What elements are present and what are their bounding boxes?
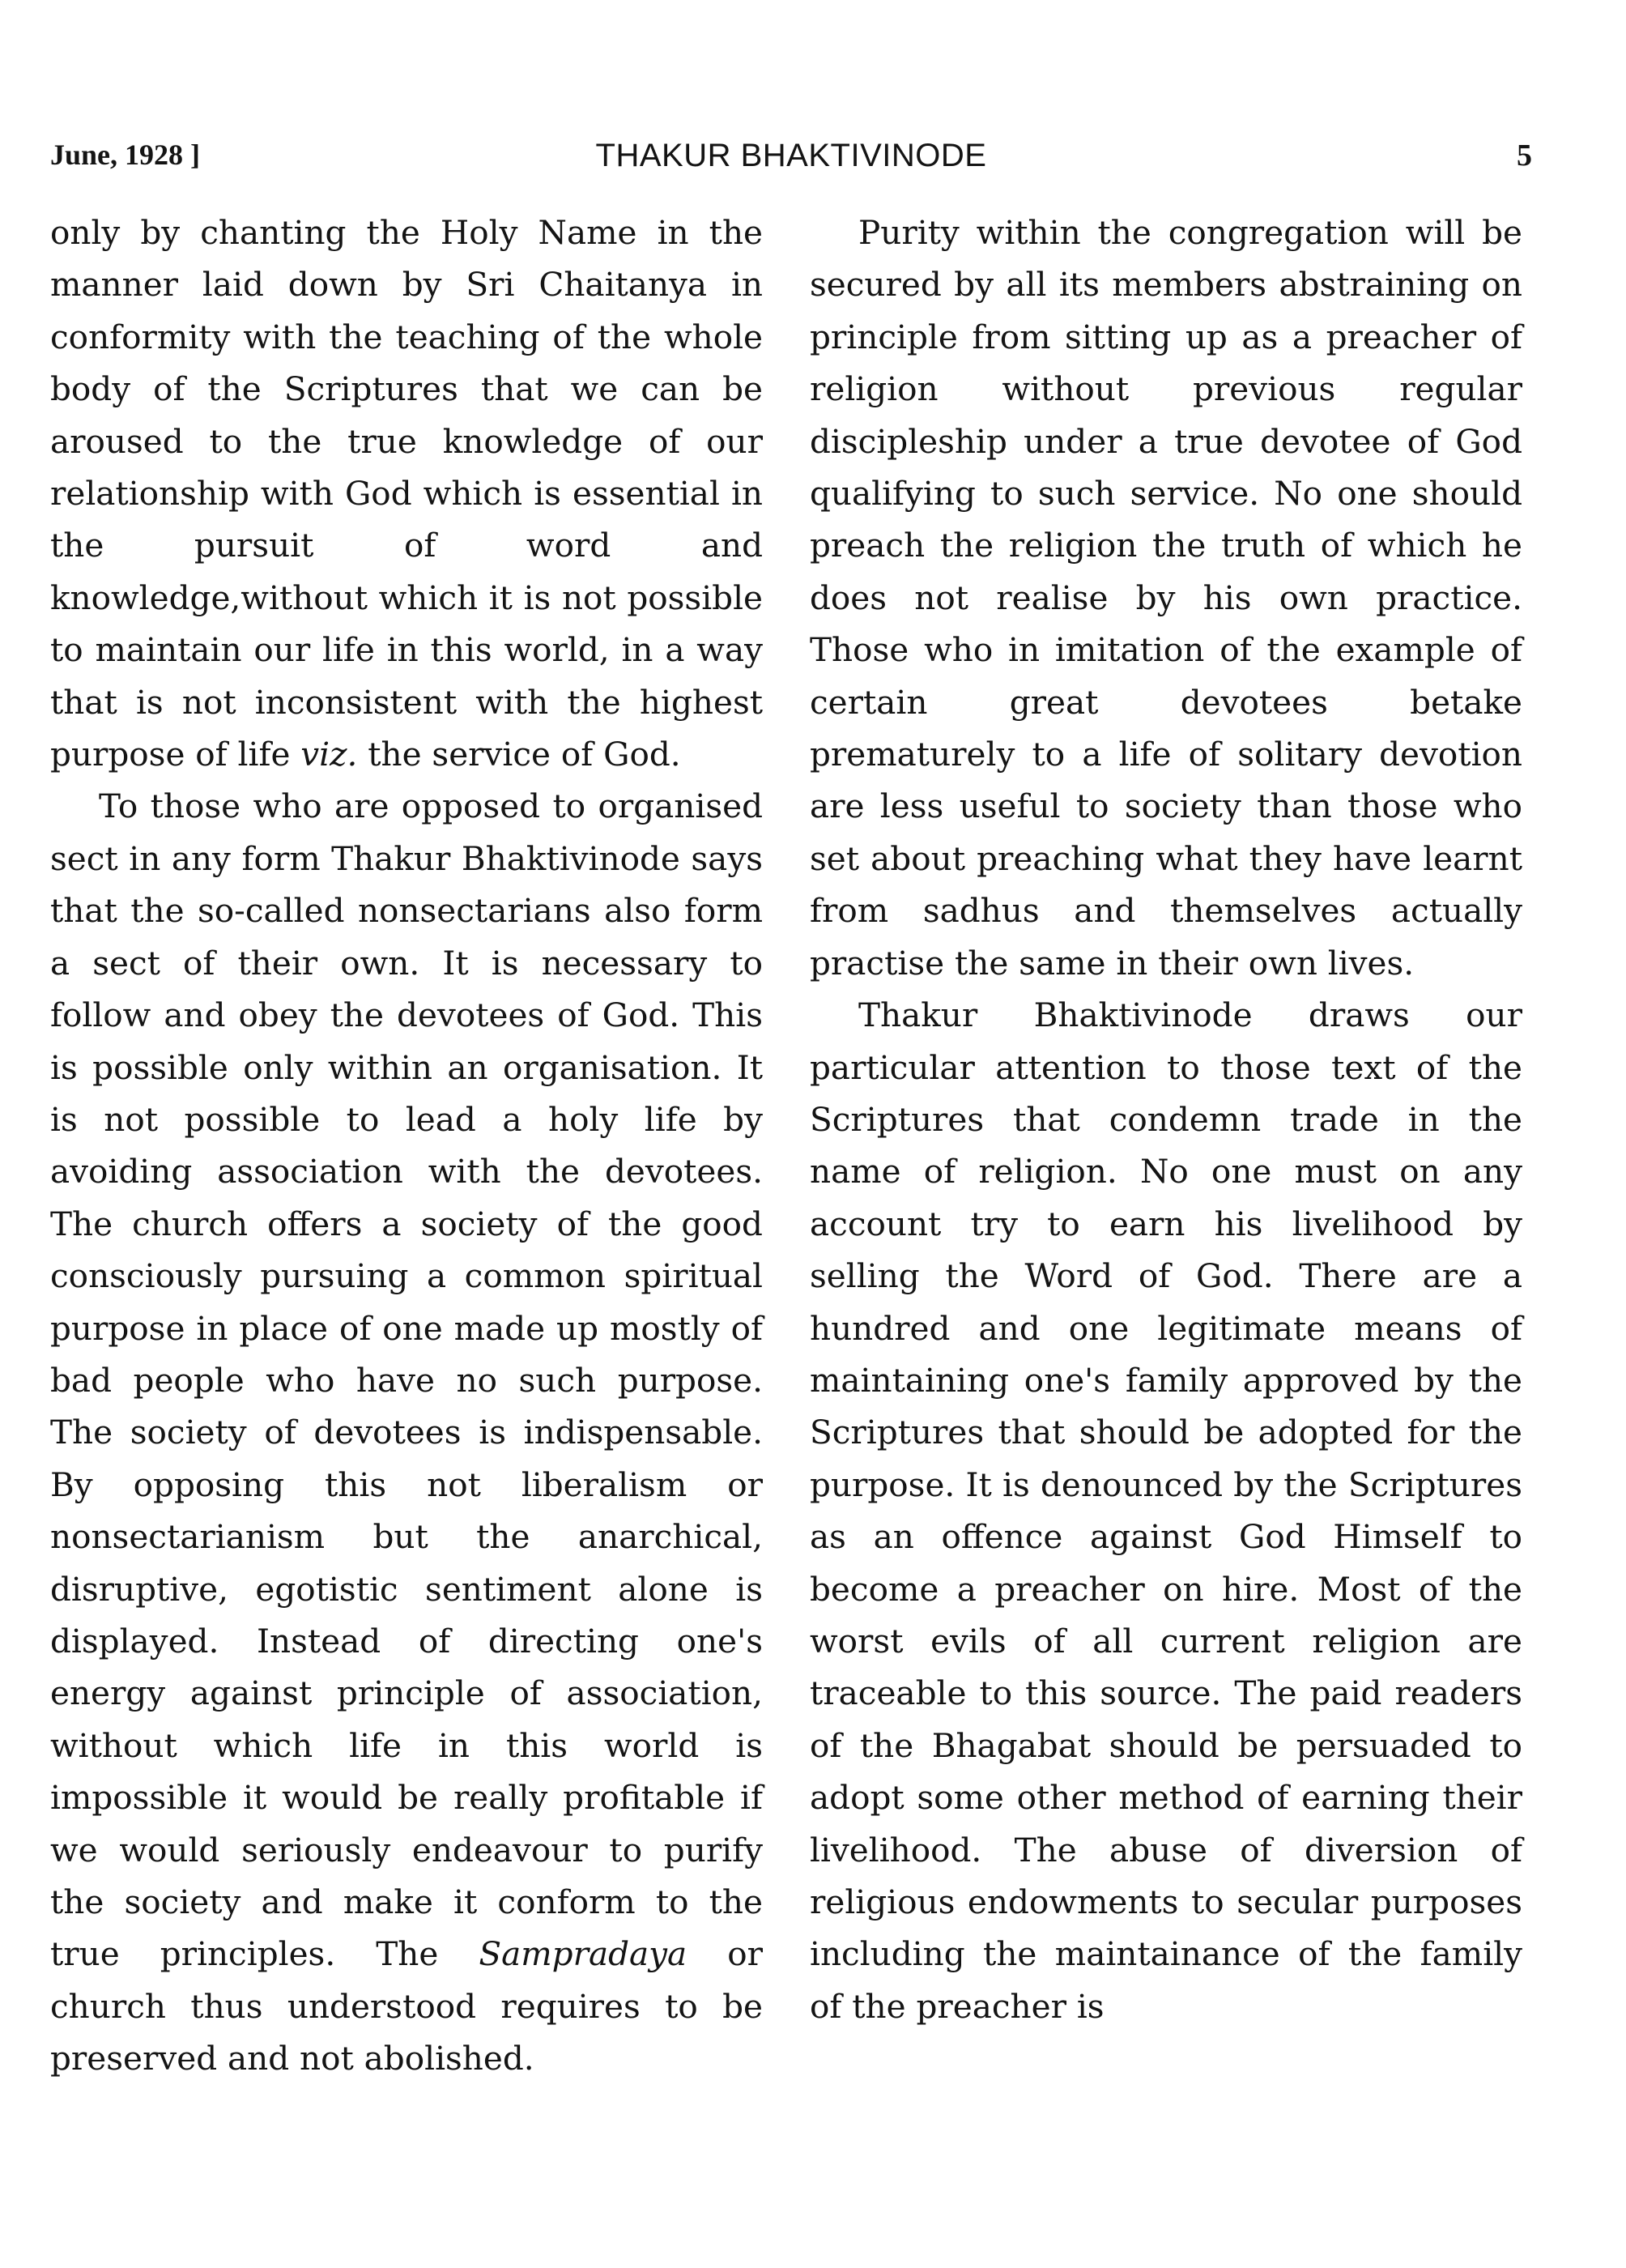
paragraph-text: only by chanting the Holy Name in the manner laid down by Sri Chaitanya in conformity with the teaching of the whole body of the Scriptures that we can be aroused to the true knowledge of our relationship with God which is essential in the pursuit of word and knowledge,without which it is not possible to maintain our life in this world, in a way that is not inconsistent with the highest purpose of life: [50, 213, 763, 774]
running-title: THAKUR BHAKTIVINODE: [595, 138, 987, 173]
italic-term: viz.: [300, 735, 358, 774]
paragraph-text: or church thus understood requires to be preserved and not abolished.: [50, 1934, 764, 2078]
paragraph: Purity within the congregation will be secured by all its members abstraining on principle from sitting up as a preacher of religion without previous regular discipleship under a true devotee of God qualifying to such service. No one should preach the religion the truth of which he does not realise by his own practice. Those who in imitation of the example of certain great devotees betake prematurely to a life of solitary devotion are less useful to society than those who set about preaching what they have learnt from sadhus and themselves actually practise the same in their own lives.: [810, 213, 1522, 983]
issue-date: June, 1928 ]: [50, 139, 201, 171]
left-column: [50, 207, 763, 2085]
right-column: [810, 207, 1522, 2032]
paragraph-text: To those who are opposed to organised sect in any form Thakur Bhaktivinode says that the so-called nonsectarians also form a sect of their own. It is necessary to follow and obey the devotees of God. This is possible only within an organisation. It is not possible to lead a holy life by avoiding association with the devotees. The church offers a society of the good consciously pursuing a common spiritual purpose in place of one made up mostly of bad people who have no such purpose. The society of devotees is indispensable. By opposing this not liberalism or nonsectarianism but the anarchical, disruptive, egotistic sentiment alone is displayed. Instead of directing one's energy against principle of association, without which life in this world is impossible it would be really profitable if we would seriously endeavour to purify the society and make it conform to the true principles. The: [50, 787, 763, 1974]
page-number: 5: [1517, 139, 1532, 173]
paragraph: Thakur Bhaktivinode draws our particular attention to those text of the Scriptures that condemn trade in the name of religion. No one must on any account try to earn his livelihood by selling the Word of God. There are a hundred and one legitimate means of maintaining one's family approved by the Scriptures that should be adopted for the purpose. It is denounced by the Scriptures as an offence against God Himself to become a preacher on hire. Most of the worst evils of all current religion are traceable to this source. The paid readers of the Bhagabat should be persuaded to adopt some other method of earning their livelihood. The abuse of diversion of religious endowments to secular purposes including the maintainance of the family of the preacher is: [810, 995, 1522, 2026]
italic-term: Sampradaya: [479, 1934, 687, 1974]
paragraph: [50, 780, 763, 2084]
running-header: [50, 138, 1532, 186]
paragraph: [50, 207, 763, 780]
paragraph-text: the service of God.: [368, 735, 681, 774]
